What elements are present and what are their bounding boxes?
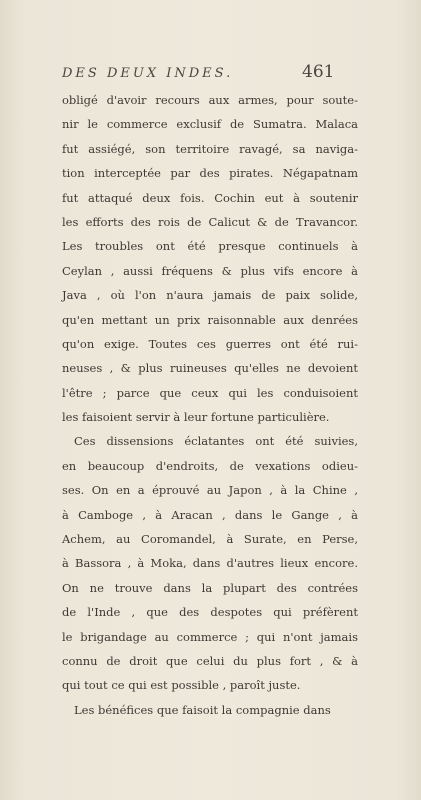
text-line: Les bénéfices que faisoit la compagnie dans	[74, 702, 331, 717]
text-line: ses. On en a éprouvé au Japon , à la Chine ,	[62, 483, 358, 498]
text-line: le brigandage au commerce ; qui n'ont jamais	[62, 629, 358, 644]
text-line: obligé d'avoir recours aux armes, pour soute-	[62, 93, 358, 107]
text-line: qu'on exige. Toutes ces guerres ont été rui-	[62, 336, 358, 351]
text-line: On ne trouve dans la plupart des contrées	[62, 580, 358, 595]
text-line: neuses , & plus ruineuses qu'elles ne devoient	[62, 361, 358, 376]
page-number: 461	[302, 62, 335, 82]
text-line: l'être ; parce que ceux qui les conduisoient	[62, 385, 358, 400]
text-line: à Camboge , à Aracan , dans le Gange , à	[62, 507, 358, 522]
body-text	[62, 88, 358, 722]
text-line: Les troubles ont été presque continuels à	[62, 239, 358, 254]
text-line: Ceylan , aussi fréquens & plus vifs encore à	[62, 263, 358, 278]
text-line: fut assiégé, son territoire ravagé, sa naviga-	[62, 141, 358, 156]
text-line: fut attaqué deux fois. Cochin eut à soutenir	[62, 190, 358, 205]
text-line: tion interceptée par des pirates. Négapatnam	[62, 166, 358, 181]
text-line: de l'Inde , que des despotes qui préfèrent	[62, 605, 358, 620]
text-line: connu de droit que celui du plus fort , & à	[62, 653, 358, 668]
text-line: à Bassora , à Moka, dans d'autres lieux encore.	[62, 556, 358, 571]
text-line: Ces dissensions éclatantes ont été suivies,	[74, 434, 358, 449]
text-line: qu'en mettant un prix raisonnable aux denrées	[62, 312, 358, 327]
text-line: les efforts des rois de Calicut & de Travancor.	[62, 214, 358, 229]
text-line: en beaucoup d'endroits, de vexations odieu-	[62, 458, 358, 473]
text-line: nir le commerce exclusif de Sumatra. Malaca	[62, 117, 358, 132]
running-title: DES DEUX INDES.	[62, 66, 234, 81]
text-line: les faisoient servir à leur fortune particulière.	[62, 410, 330, 425]
text-line: Java , où l'on n'aura jamais de paix solide,	[62, 288, 358, 303]
text-line: qui tout ce qui est possible , paroît juste.	[62, 678, 301, 693]
text-line: Achem, au Coromandel, à Surate, en Perse,	[62, 532, 358, 547]
